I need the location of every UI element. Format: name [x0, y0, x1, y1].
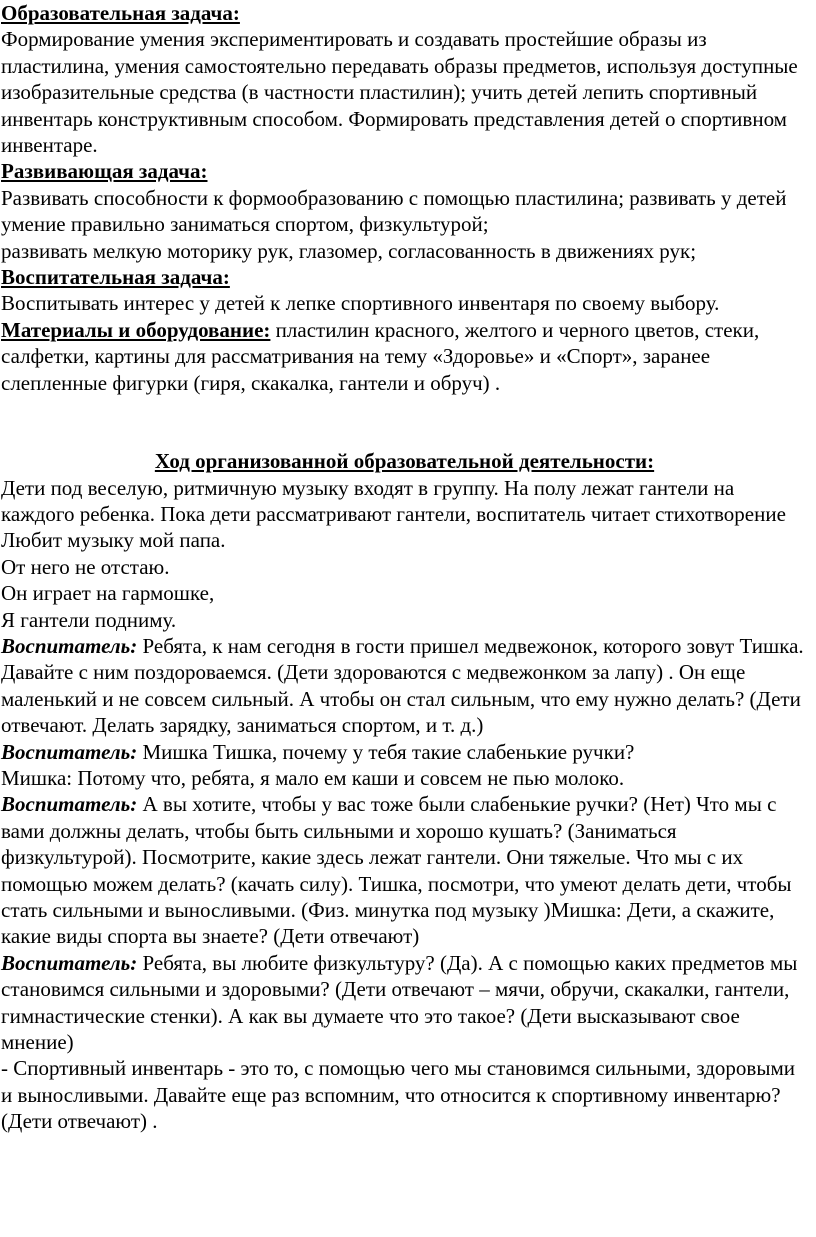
bear-reply: Мишка: Потому что, ребята, я мало ем каши и совсем не пью молоко.	[1, 765, 625, 790]
closing-paragraph: - Спортивный инвентарь - это то, с помощью чего мы становимся сильными, здоровыми и выносливыми. Давайте еще раз вспомним, что относится к спортивному инвентарю? (Дети отвечают) .	[1, 1056, 795, 1134]
speaker-label: Воспитатель:	[1, 950, 138, 975]
dialogue-paragraph	[1, 739, 808, 765]
dialogue-paragraph	[1, 633, 808, 739]
dialogue-text: Мишка Тишка, почему у тебя такие слабенькие ручки?	[137, 739, 635, 764]
dialogue-paragraph	[1, 791, 808, 949]
dialogue-text: Ребята, к нам сегодня в гости пришел медвежонок, которого зовут Тишка. Давайте с ним поздороваемся. (Дети здороваются с медвежонком за лапу) . Он еще маленький и не совсем сильный. А чтобы он стал сильным, что ему нужно делать? (Дети отвечают. Делать зарядку, заниматься спортом, и т. д.)	[1, 633, 804, 738]
educational-task-text: Формирование умения экспериментировать и создавать простейшие образы из пластилина, умения самостоятельно передавать образы предметов, используя доступные изобразительные средства (в частности пластилин); учить детей лепить спортивный инвентарь конструктивным способом. Формировать представления детей о спортивном инвентаре.	[1, 27, 798, 158]
materials-heading: Материалы и оборудование:	[1, 317, 271, 342]
dialogue-paragraph	[1, 950, 808, 1056]
course-intro: Дети под веселую, ритмичную музыку входят в группу. На полу лежат гантели на каждого ребенка. Пока дети рассматривают гантели, воспитатель читает стихотворение	[1, 475, 786, 526]
speaker-label: Воспитатель:	[1, 633, 138, 658]
upbringing-task-text: Воспитывать интерес у детей к лепке спортивного инвентаря по своему выбору.	[1, 291, 720, 316]
dialogue-text: А вы хотите, чтобы у вас тоже были слабенькие ручки? (Нет) Что мы с вами должны делать, чтобы быть сильными и хорошо кушать? (Заниматься физкультурой). Посмотрите, какие здесь лежат гантели. Они тяжелые. Что мы с их помощью можем делать? (качать силу). Тишка, посмотри, что умеют делать дети, чтобы стать сильными и выносливыми. (Физ. минутка под музыку )Мишка: Дети, а скажите, какие виды спорта вы знаете? (Дети отвечают)	[1, 792, 792, 949]
speaker-label: Воспитатель:	[1, 739, 138, 764]
materials-paragraph	[1, 317, 808, 396]
developing-task-text-1: Развивать способности к формообразованию с помощью пластилина; развивать у детей умение правильно заниматься спортом, физкультурой;	[1, 185, 787, 237]
speaker-label: Воспитатель:	[1, 792, 138, 817]
poem-line: Любит музыку мой папа.	[1, 528, 226, 553]
upbringing-task-heading: Воспитательная задача:	[1, 265, 230, 290]
materials-text: пластилин красного, желтого и черного цветов, стеки, салфетки, картины для рассматривания на тему «Здоровье» и «Спорт», заранее слепленные фигурки (гиря, скакалка, гантели и обруч) .	[1, 317, 760, 395]
developing-task-text-2: развивать мелкую моторику рук, глазомер, согласованность в движениях рук;	[1, 238, 697, 263]
developing-task-heading: Развивающая задача:	[1, 159, 208, 184]
educational-task-heading: Образовательная задача:	[1, 1, 240, 25]
course-heading: Ход организованной образовательной деятельности:	[154, 449, 655, 474]
section-spacer	[1, 396, 808, 448]
poem-line: Он играет на гармошке,	[1, 581, 215, 606]
poem-line: Я гантели подниму.	[1, 607, 177, 632]
poem-line: От него не отстаю.	[1, 554, 170, 579]
dialogue-text: Ребята, вы любите физкультуру? (Да). А с помощью каких предметов мы становимся сильными и здоровыми? (Дети отвечают – мячи, обручи, скакалки, гантели, гимнастические стенки). А как вы думаете что это такое? (Дети высказывают свое мнение)	[1, 950, 798, 1055]
